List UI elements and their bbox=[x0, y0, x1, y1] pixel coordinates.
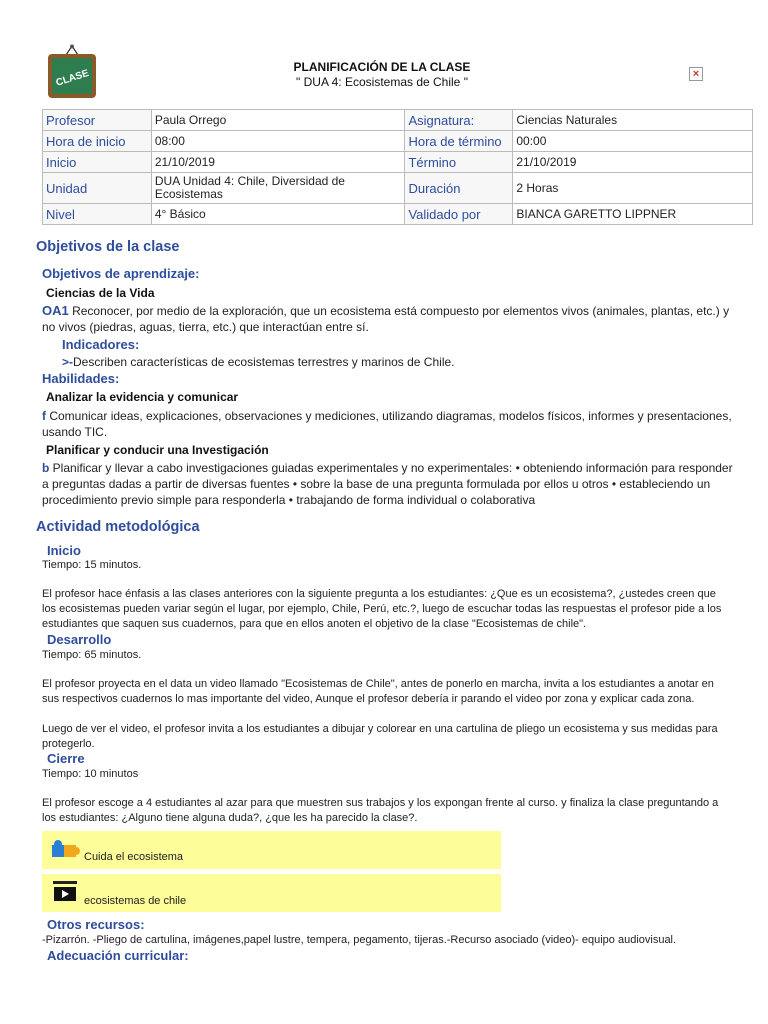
oa-code: OA1 bbox=[42, 303, 69, 318]
hab1-heading: Analizar la evidencia y comunicar bbox=[46, 390, 239, 404]
table-row bbox=[43, 173, 753, 204]
page-subtitle: " DUA 4: Ecosistemas de Chile " bbox=[296, 75, 468, 89]
desarrollo-text-2: Luego de ver el video, el profesor invita a los estudiantes a dibujar y colorear en una cartulina de pliego un ecosistema y sus medidas para protegerlo. bbox=[42, 723, 718, 750]
table-row bbox=[43, 152, 753, 173]
otros-recursos-text: -Pizarrón. -Pliego de cartulina, imágenes,papel lustre, tempera, pegamento, tijeras.-Recurso asociado (video)- equipo audiovisual. bbox=[42, 934, 677, 946]
hab2-paragraph bbox=[42, 460, 742, 508]
hab2-text: Planificar y llevar a cabo investigaciones guiadas experimentales y no experimentales: • obteniendo información para responder a preguntas dadas a partir de diversas fuentes • sobre la base de una pregunta formulada por ellos u otros • estableciendo un procedimiento previo simple para responderla • trabajando de forma individual o colaborativa bbox=[42, 461, 733, 507]
oa-text: Reconocer, por medio de la exploración, que un ecosistema está compuesto por elementos vivos (animales, plantas, etc.) y no vivos (piedras, aguas, tierra, etc.) que interactúan entre sí. bbox=[42, 304, 730, 334]
video-icon bbox=[52, 880, 78, 907]
clase-logo bbox=[46, 44, 98, 100]
desarrollo-heading: Desarrollo bbox=[47, 632, 112, 647]
habilidades-heading: Habilidades: bbox=[42, 371, 120, 386]
value-hora-inicio: 08:00 bbox=[151, 131, 405, 152]
hab2-code: b bbox=[42, 461, 50, 475]
table-row bbox=[43, 110, 753, 131]
indicador-item bbox=[62, 354, 455, 370]
cierre-heading: Cierre bbox=[47, 751, 85, 766]
label-profesor: Profesor bbox=[43, 110, 152, 131]
hab2-heading: Planificar y conducir una Investigación bbox=[46, 443, 269, 457]
inicio-time: Tiempo: 15 minutos. bbox=[42, 559, 142, 571]
page-title: PLANIFICACIÓN DE LA CLASE bbox=[293, 60, 471, 74]
cierre-text: El profesor escoge a 4 estudiantes al azar para que muestren sus trabajos y los expongan frente al curso. y finaliza la clase preguntando a los estudiantes: ¿Alguno tiene alguna duda?, ¿que les ha parecido la clase?. bbox=[42, 797, 719, 824]
adecuacion-heading: Adecuación curricular: bbox=[47, 948, 189, 963]
label-nivel: Nivel bbox=[43, 204, 152, 225]
label-termino: Término bbox=[405, 152, 513, 173]
desarrollo-time: Tiempo: 65 minutos. bbox=[42, 649, 142, 661]
label-hora-termino: Hora de término bbox=[405, 131, 513, 152]
info-table bbox=[42, 109, 753, 225]
inicio-heading: Inicio bbox=[47, 543, 81, 558]
close-icon[interactable]: × bbox=[689, 67, 703, 81]
value-asignatura: Ciencias Naturales bbox=[513, 110, 753, 131]
hab1-code: f bbox=[42, 409, 46, 423]
label-hora-inicio: Hora de inicio bbox=[43, 131, 152, 152]
value-duracion: 2 Horas bbox=[513, 173, 753, 204]
value-hora-termino: 00:00 bbox=[513, 131, 753, 152]
label-duracion: Duración bbox=[405, 173, 513, 204]
resource-label[interactable]: ecosistemas de chile bbox=[84, 895, 187, 907]
value-validado: BIANCA GARETTO LIPPNER bbox=[513, 204, 753, 225]
hab1-text: Comunicar ideas, explicaciones, observaciones y mediciones, utilizando diagramas, modelos físicos, informes y presentaciones, usando TIC. bbox=[42, 409, 732, 439]
label-unidad: Unidad bbox=[43, 173, 152, 204]
hab1-paragraph bbox=[42, 408, 742, 440]
eje-heading: Ciencias de la Vida bbox=[46, 286, 155, 300]
page-header bbox=[200, 60, 564, 89]
objetivos-aprendizaje-heading: Objetivos de aprendizaje: bbox=[42, 266, 200, 281]
objetivos-heading: Objetivos de la clase bbox=[36, 239, 180, 255]
resource-ecosistemas-chile[interactable] bbox=[42, 874, 501, 912]
value-termino: 21/10/2019 bbox=[513, 152, 753, 173]
value-profesor: Paula Orrego bbox=[151, 110, 405, 131]
inicio-text: El profesor hace énfasis a las clases anteriores con la siguiente pregunta a los estudiantes: ¿Que es un ecosistema?, ¿ustedes creen que los ecosistemas pueden variar según el lugar, por ejemplo, Chile, Perú, etc.?, luego de escuchar todas las respuestas el profesor pide a los estudiantes que saquen sus cuadernos, para que en ellos anoten el objetivo de la clase "Ecosistemas de chile". bbox=[42, 588, 722, 630]
cierre-time: Tiempo: 10 minutos bbox=[42, 768, 139, 780]
label-validado: Validado por bbox=[405, 204, 513, 225]
value-unidad: DUA Unidad 4: Chile, Diversidad de Ecosistemas bbox=[151, 173, 405, 204]
puzzle-icon bbox=[50, 839, 80, 866]
resource-label[interactable]: Cuida el ecosistema bbox=[84, 851, 184, 863]
indicadores-heading: Indicadores: bbox=[62, 337, 140, 352]
label-asignatura: Asignatura: bbox=[405, 110, 513, 131]
svg-text:CLASE: CLASE bbox=[54, 67, 91, 89]
value-nivel: 4° Básico bbox=[151, 204, 405, 225]
value-inicio: 21/10/2019 bbox=[151, 152, 405, 173]
desarrollo-text-1: El profesor proyecta en el data un video llamado "Ecosistemas de Chile", antes de ponerlo en marcha, invita a los estudiantes a anotar en sus respectivos cuadernos lo mas importante del video, Aunque el profesor debería ir parando el video por zona y explicar cada zona. bbox=[42, 678, 714, 705]
indicador-text: Describen características de ecosistemas terrestres y marinos de Chile. bbox=[73, 355, 455, 369]
oa-paragraph bbox=[42, 303, 742, 335]
table-row bbox=[43, 131, 753, 152]
table-row bbox=[43, 204, 753, 225]
resource-cuida-ecosistema[interactable] bbox=[42, 831, 501, 869]
otros-recursos-heading: Otros recursos: bbox=[47, 917, 145, 932]
label-inicio: Inicio bbox=[43, 152, 152, 173]
actividad-heading: Actividad metodológica bbox=[36, 519, 200, 535]
indicador-marker: >- bbox=[62, 355, 74, 369]
